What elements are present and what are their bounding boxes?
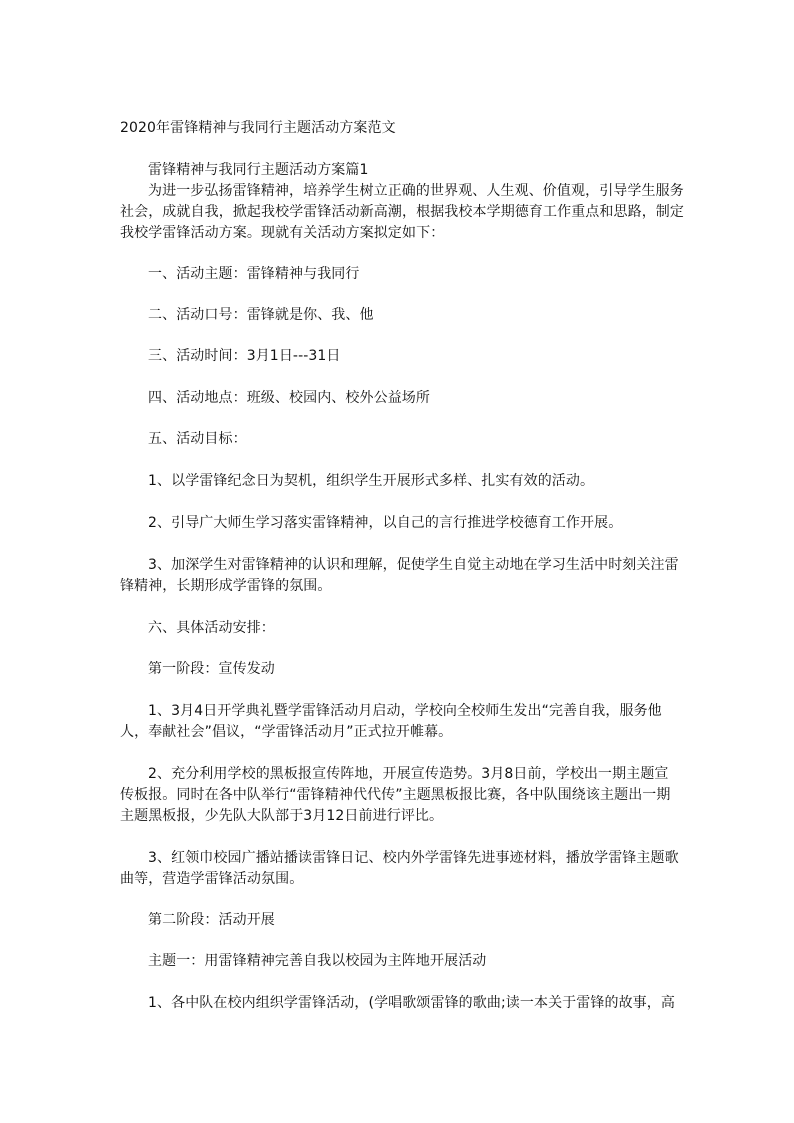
item-schedule: 六、具体活动安排： xyxy=(148,620,275,636)
theme1-para1-line: 1、各中队在校内组织学雷锋活动，(学唱歌颂雷锋的歌曲;读一本关于雷锋的故事，高 xyxy=(148,995,675,1011)
item-slogan: 二、活动口号：雷锋就是你、我、他 xyxy=(148,307,374,323)
intro-line: 为进一步弘扬雷锋精神，培养学生树立正确的世界观、人生观、价值观，引导学生服务 xyxy=(148,183,684,199)
intro-line: 社会，成就自我，掀起我校学雷锋活动新高潮，根据我校本学期德育工作重点和思路，制定 xyxy=(120,204,684,220)
stage1-para2-line: 传板报。同时在各中队举行“雷锋精神代代传”主题黑板报比赛，各中队围绕该主题出一期 xyxy=(120,787,671,803)
stage-1-heading: 第一阶段：宣传发动 xyxy=(148,661,275,677)
goal-1: 1、以学雷锋纪念日为契机，组织学生开展形式多样、扎实有效的活动。 xyxy=(148,473,595,489)
item-location: 四、活动地点：班级、校园内、校外公益场所 xyxy=(148,390,430,406)
document-title: 2020年雷锋精神与我同行主题活动方案范文 xyxy=(120,120,396,136)
item-theme: 一、活动主题：雷锋精神与我同行 xyxy=(148,266,360,282)
goal-3-line: 3、加深学生对雷锋精神的认识和理解，促使学生自觉主动地在学习生活中时刻关注雷 xyxy=(148,557,679,573)
intro-line: 我校学雷锋活动方案。现就有关活动方案拟定如下： xyxy=(120,225,445,241)
stage-2-heading: 第二阶段：活动开展 xyxy=(148,912,275,928)
item-time: 三、活动时间：3月1日---31日 xyxy=(148,348,341,364)
stage1-para1-line: 人，奉献社会”倡议，“学雷锋活动月”正式拉开帷幕。 xyxy=(120,724,453,740)
goal-2: 2、引导广大师生学习落实雷锋精神，以自己的言行推进学校德育工作开展。 xyxy=(148,515,623,531)
stage1-para3-line: 3、红领巾校园广播站播读雷锋日记、校内外学雷锋先进事迹材料，播放学雷锋主题歌 xyxy=(148,850,679,866)
theme-1-heading: 主题一：用雷锋精神完善自我以校园为主阵地开展活动 xyxy=(148,953,487,969)
stage1-para1-line: 1、3月4日开学典礼暨学雷锋活动月启动，学校向全校师生发出“完善自我，服务他 xyxy=(148,703,662,719)
item-goals: 五、活动目标： xyxy=(148,431,247,447)
stage1-para2-line: 主题黑板报，少先队大队部于3月12日前进行评比。 xyxy=(120,808,444,824)
goal-3-line: 锋精神，长期形成学雷锋的氛围。 xyxy=(120,578,332,594)
section-heading: 雷锋精神与我同行主题活动方案篇1 xyxy=(148,162,369,178)
stage1-para3-line: 曲等，营造学雷锋活动氛围。 xyxy=(120,871,304,887)
stage1-para2-line: 2、充分利用学校的黑板报宣传阵地，开展宣传造势。3月8日前，学校出一期主题宣 xyxy=(148,766,669,782)
